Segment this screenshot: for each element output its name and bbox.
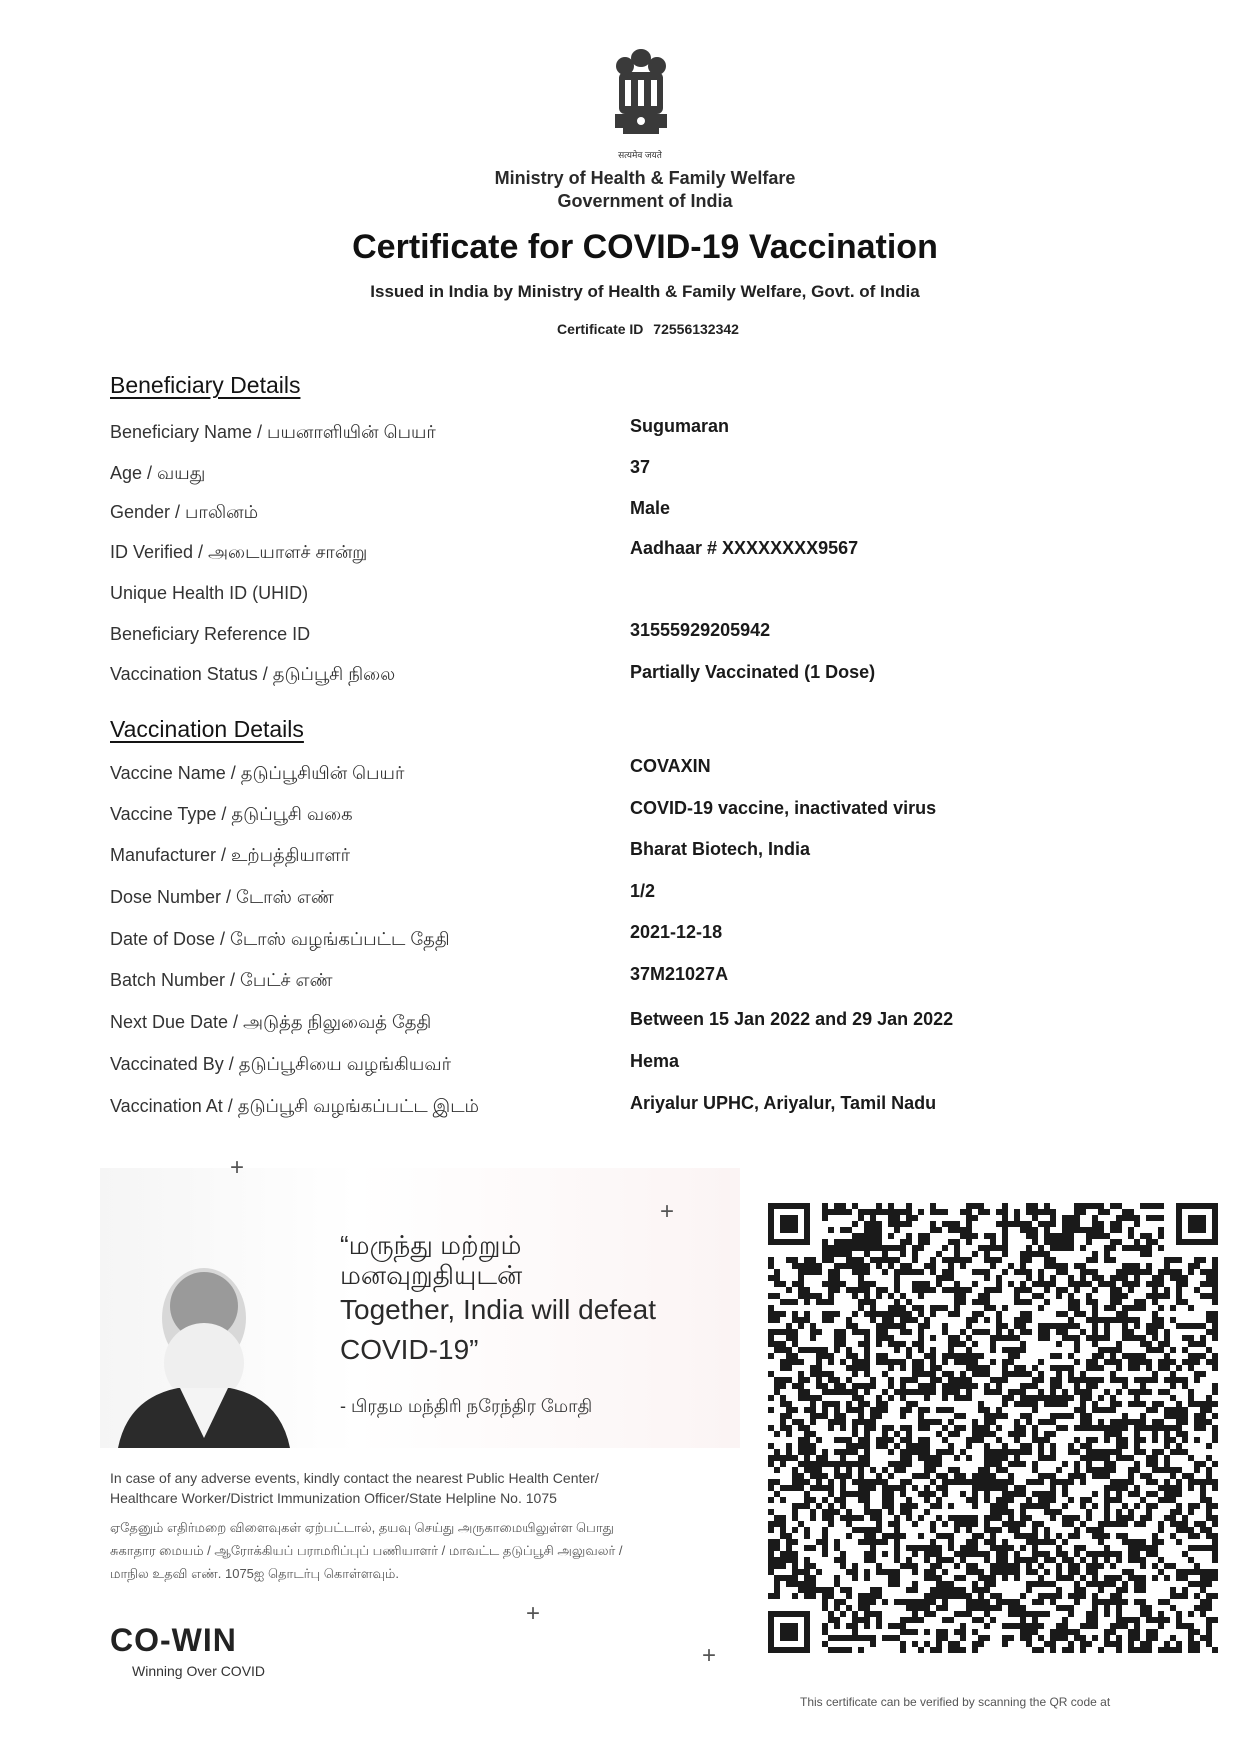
crop-mark-icon: +	[702, 1642, 717, 1669]
id-verified-value: Aadhaar # XXXXXXXX9567	[630, 538, 859, 558]
issued-by: Issued in India by Ministry of Health & Family Welfare, Govt. of India	[370, 282, 920, 301]
helpline-ta-line3: மாநில உதவி எண். 1075ஐ தொடர்பு கொள்ளவும்.	[110, 1566, 399, 1581]
manufacturer-label: Manufacturer / உற்பத்தியாளர்	[110, 845, 350, 865]
gender-label: Gender / பாலினம்	[110, 502, 259, 522]
government-name: Government of India	[557, 191, 733, 211]
batch-number-value: 37M21027A	[630, 964, 729, 984]
gender-value: Male	[630, 498, 671, 518]
vaccination-at-label: Vaccination At / தடுப்பூசி வழங்கப்பட்ட இடம்	[110, 1096, 479, 1116]
age-label: Age / வயது	[110, 463, 206, 483]
vaccinated-by-value: Hema	[630, 1051, 680, 1071]
next-due-date-label: Next Due Date / அடுத்த நிலுவைத் தேதி	[110, 1012, 432, 1032]
manufacturer-value: Bharat Biotech, India	[630, 839, 811, 859]
vaccinated-by-label: Vaccinated By / தடுப்பூசியை வழங்கியவர்	[110, 1054, 451, 1074]
vaccine-type-label: Vaccine Type / தடுப்பூசி வகை	[110, 804, 353, 824]
helpline-ta-line2: சுகாதார மையம் / ஆரோக்கியப் பராமரிப்புப் பணியாளர் / மாவட்ட தடுப்பூசி அலுவலர் /	[110, 1543, 623, 1558]
quote-tamil-line2: மனவுறுதியுடன்	[340, 1260, 523, 1290]
certificate-title: Certificate for COVID-19 Vaccination	[352, 228, 938, 266]
batch-number-label: Batch Number / பேட்ச் எண்	[110, 970, 333, 990]
crop-mark-icon: +	[526, 1600, 541, 1627]
uhid-label: Unique Health ID (UHID)	[110, 583, 309, 603]
dose-number-value: 1/2	[630, 881, 656, 901]
campaign-quote	[340, 1230, 656, 1370]
vaccination-at-value: Ariyalur UPHC, Ariyalur, Tamil Nadu	[630, 1093, 937, 1113]
verify-text: This certificate can be verified by scanning the QR code at	[800, 1695, 1111, 1709]
helpline-en-line1: In case of any adverse events, kindly contact the nearest Public Health Center/	[110, 1470, 599, 1486]
beneficiary-name-value: Sugumaran	[630, 416, 730, 436]
certificate-id-label: Certificate ID	[557, 321, 644, 337]
age-value: 37	[630, 457, 651, 477]
certificate-id-line	[0, 321, 1240, 337]
quote-attribution: - பிரதம மந்திரி நரேந்திர மோதி	[340, 1396, 593, 1416]
helpline-ta-line1: ஏதேனும் எதிர்மறை விளைவுகள் ஏற்பட்டால், தயவு செய்து அருகாமையிலுள்ள பொது	[110, 1520, 614, 1535]
emblem-motto: सत्यमेव जयते	[618, 150, 662, 160]
quote-english-line2: COVID-19”	[340, 1334, 479, 1365]
verification-qr-code	[768, 1203, 1218, 1653]
ministry-name: Ministry of Health & Family Welfare	[494, 168, 796, 188]
cowin-tagline: Winning Over COVID	[132, 1663, 266, 1679]
vaccine-type-value: COVID-19 vaccine, inactivated virus	[630, 798, 937, 818]
crop-mark-icon: +	[230, 1154, 245, 1181]
id-verified-label: ID Verified / அடையாளச் சான்று	[110, 542, 368, 562]
vaccination-status-value: Partially Vaccinated (1 Dose)	[630, 662, 876, 682]
reference-id-label: Beneficiary Reference ID	[110, 624, 311, 644]
vaccination-status-label: Vaccination Status / தடுப்பூசி நிலை	[110, 664, 396, 684]
next-due-date-value: Between 15 Jan 2022 and 29 Jan 2022	[630, 1009, 954, 1029]
vaccine-name-value: COVAXIN	[630, 756, 711, 776]
national-emblem-icon	[605, 44, 677, 156]
helpline-en-line2: Healthcare Worker/District Immunization Officer/State Helpline No. 1075	[110, 1490, 557, 1506]
vaccine-name-label: Vaccine Name / தடுப்பூசியின் பெயர்	[110, 763, 405, 783]
dose-number-label: Dose Number / டோஸ் எண்	[110, 887, 334, 907]
reference-id-value: 31555929205942	[630, 620, 771, 640]
crop-mark-icon: +	[660, 1198, 675, 1225]
portrait-icon	[108, 1258, 300, 1448]
quote-tamil-line1: “மருந்து மற்றும்	[340, 1230, 522, 1260]
beneficiary-details-heading: Beneficiary Details	[110, 372, 301, 398]
certificate-id-value: 72556132342	[653, 321, 739, 337]
helpline-english	[110, 1468, 730, 1508]
beneficiary-name-label: Beneficiary Name / பயனாளியின் பெயர்	[110, 422, 436, 442]
date-of-dose-label: Date of Dose / டோஸ் வழங்கப்பட்ட தேதி	[110, 929, 450, 949]
quote-english-line1: Together, India will defeat	[340, 1294, 656, 1325]
date-of-dose-value: 2021-12-18	[630, 922, 723, 942]
vaccination-details-heading: Vaccination Details	[110, 716, 304, 742]
cowin-logo: CO-WIN	[110, 1622, 237, 1658]
helpline-tamil	[110, 1516, 730, 1585]
